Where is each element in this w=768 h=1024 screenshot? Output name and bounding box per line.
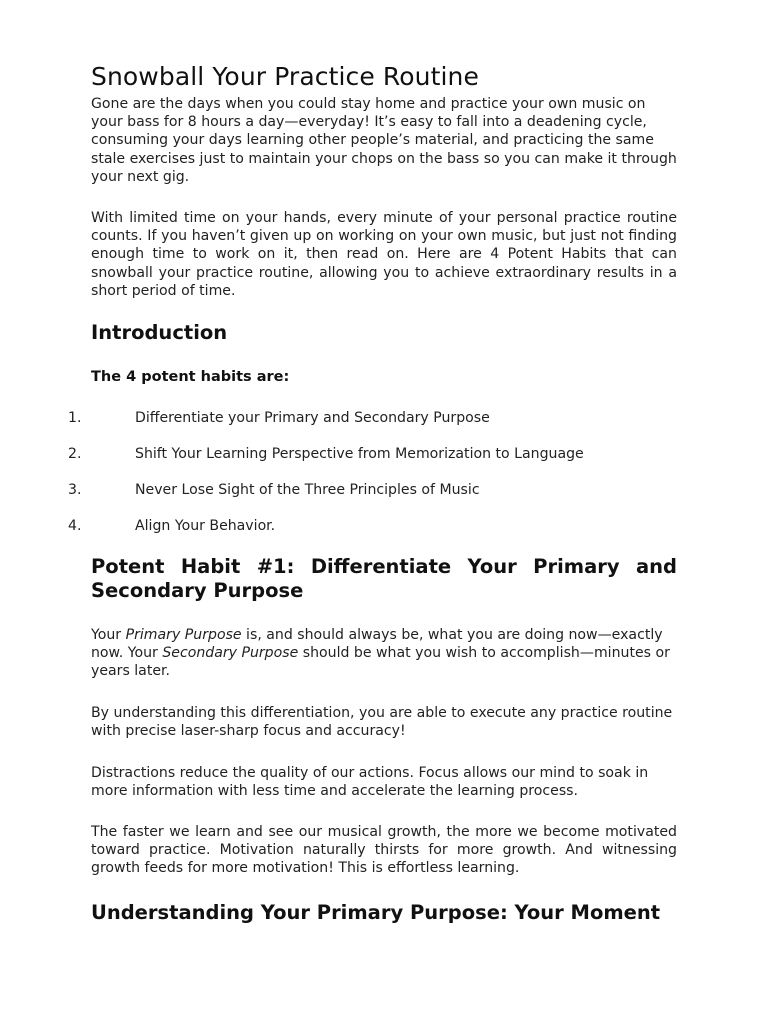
list-text: Align Your Behavior.	[135, 518, 276, 534]
habit1-paragraph-3: Distractions reduce the quality of our actions. Focus allows our mind to soak in more information with less time and accelerate the learning process.	[91, 765, 649, 800]
list-text: Never Lose Sight of the Three Principles of Music	[135, 482, 480, 498]
habits-lead-text: The 4 potent habits are:	[91, 369, 290, 385]
secondary-purpose-term: Secondary Purpose	[162, 645, 299, 662]
introduction-heading: Introduction	[91, 321, 228, 344]
list-number: 2.	[68, 446, 82, 462]
habit1-paragraph-1	[91, 626, 677, 681]
list-number: 4.	[68, 518, 82, 534]
habit1-p1-text-2: is, and should always be, what you are doing now—exactly now. Your	[91, 627, 663, 662]
habit1-p1-text-1: Your	[91, 627, 126, 643]
list-number: 1.	[68, 410, 82, 426]
intro-paragraph-1: Gone are the days when you could stay home and practice your own music on your bass for 8 hours a day—everyday! It’s easy to fall into a deadening cycle, consuming your days learning other people’s material, and practicing the same stale exercises just to maintain your chops on the bass so you can make it through your next gig.	[91, 96, 677, 185]
intro-paragraph-2: With limited time on your hands, every minute of your personal practice routine counts. If you haven’t given up on working on your own music, but just not finding enough time to work on it, then read on. Here are 4 Potent Habits that can snowball your practice routine, allowing you to achieve extraordinary results in a short period of time.	[91, 210, 677, 299]
habit1-paragraph-2: By understanding this differentiation, you are able to execute any practice routine with precise laser-sharp focus and accuracy!	[91, 705, 673, 740]
list-text: Shift Your Learning Perspective from Memorization to Language	[135, 446, 584, 462]
habit1-p1-text-3: should be what you wish to accomplish—minutes or years later.	[91, 645, 670, 680]
primary-purpose-term: Primary Purpose	[125, 627, 242, 643]
list-text: Differentiate your Primary and Secondary Purpose	[135, 410, 490, 426]
primary-purpose-heading: Understanding Your Primary Purpose: Your Moment	[91, 901, 661, 924]
habit1-paragraph-4: The faster we learn and see our musical growth, the more we become motivated toward practice. Motivation naturally thirsts for more growth. And witnessing growth feeds for more motivation! This is effortless learning.	[91, 824, 677, 877]
page-title: Snowball Your Practice Routine	[91, 62, 479, 91]
habit1-heading: Potent Habit #1: Differentiate Your Primary and Secondary Purpose	[91, 555, 677, 602]
list-number: 3.	[68, 482, 82, 498]
